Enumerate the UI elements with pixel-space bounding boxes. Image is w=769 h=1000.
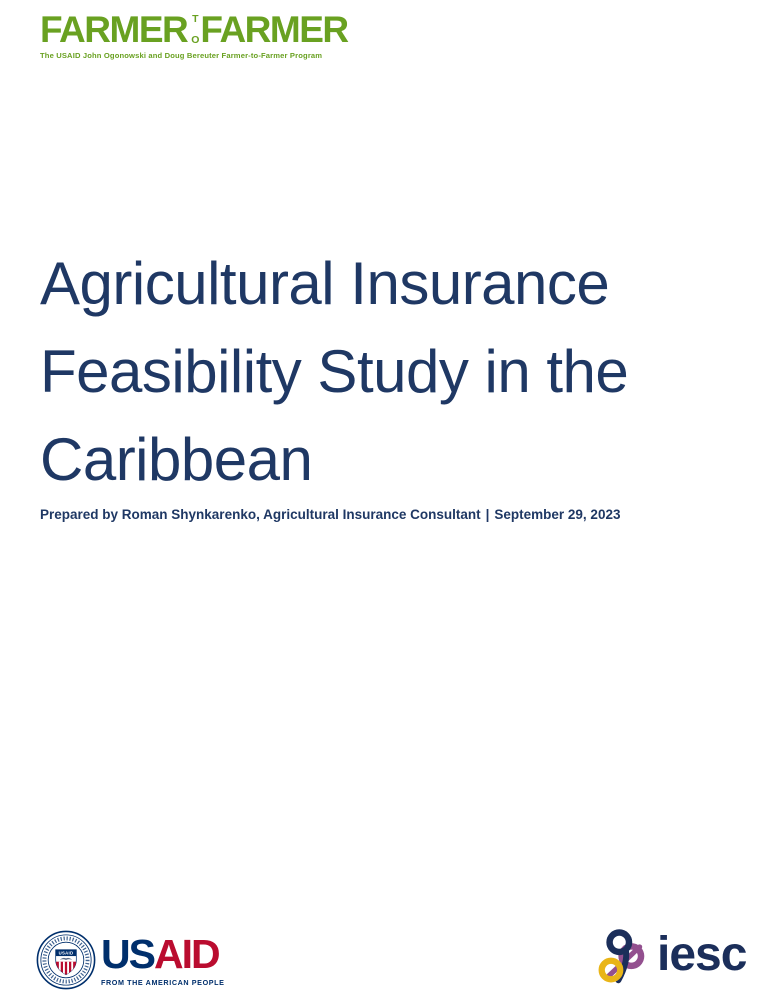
usaid-seal-icon (36, 930, 96, 990)
title-line-2: Feasibility Study in the (40, 338, 629, 405)
iesc-wordmark: iesc (657, 928, 747, 981)
farmer-to-farmer-logo (40, 9, 348, 61)
usaid-tagline: FROM THE AMERICAN PEOPLE (101, 977, 225, 987)
title-line-3: Caribbean (40, 426, 313, 493)
f2f-to-stack (187, 13, 200, 47)
usaid-logo (36, 930, 225, 990)
farmer-to-farmer-wordmark (40, 9, 348, 50)
usaid-us-text: US (101, 930, 154, 977)
byline-separator: | (485, 507, 490, 522)
f2f-tagline: The USAID John Ogonowski and Doug Bereuter Farmer-to-Farmer Program (40, 51, 323, 61)
f2f-to-letter-o: O (191, 33, 200, 46)
page-title (40, 240, 740, 504)
usaid-wordmark-block (101, 930, 225, 987)
byline (40, 507, 620, 522)
iesc-logo (598, 928, 746, 988)
f2f-word-farmer-left: FARMER (40, 9, 188, 50)
byline-date: September 29, 2023 (494, 507, 621, 522)
seal-usaid-label: USAID (58, 950, 74, 956)
byline-prepared-by: Prepared by Roman Shynkarenko, Agricultural Insurance Consultant (40, 507, 481, 522)
title-line-1: Agricultural Insurance (40, 250, 610, 317)
iesc-mark-icon (598, 928, 648, 988)
f2f-to-letter-t: T (192, 13, 199, 25)
usaid-aid-text: AID (153, 930, 219, 977)
usaid-wordmark (101, 930, 225, 977)
f2f-word-farmer-right: FARMER (200, 9, 348, 50)
